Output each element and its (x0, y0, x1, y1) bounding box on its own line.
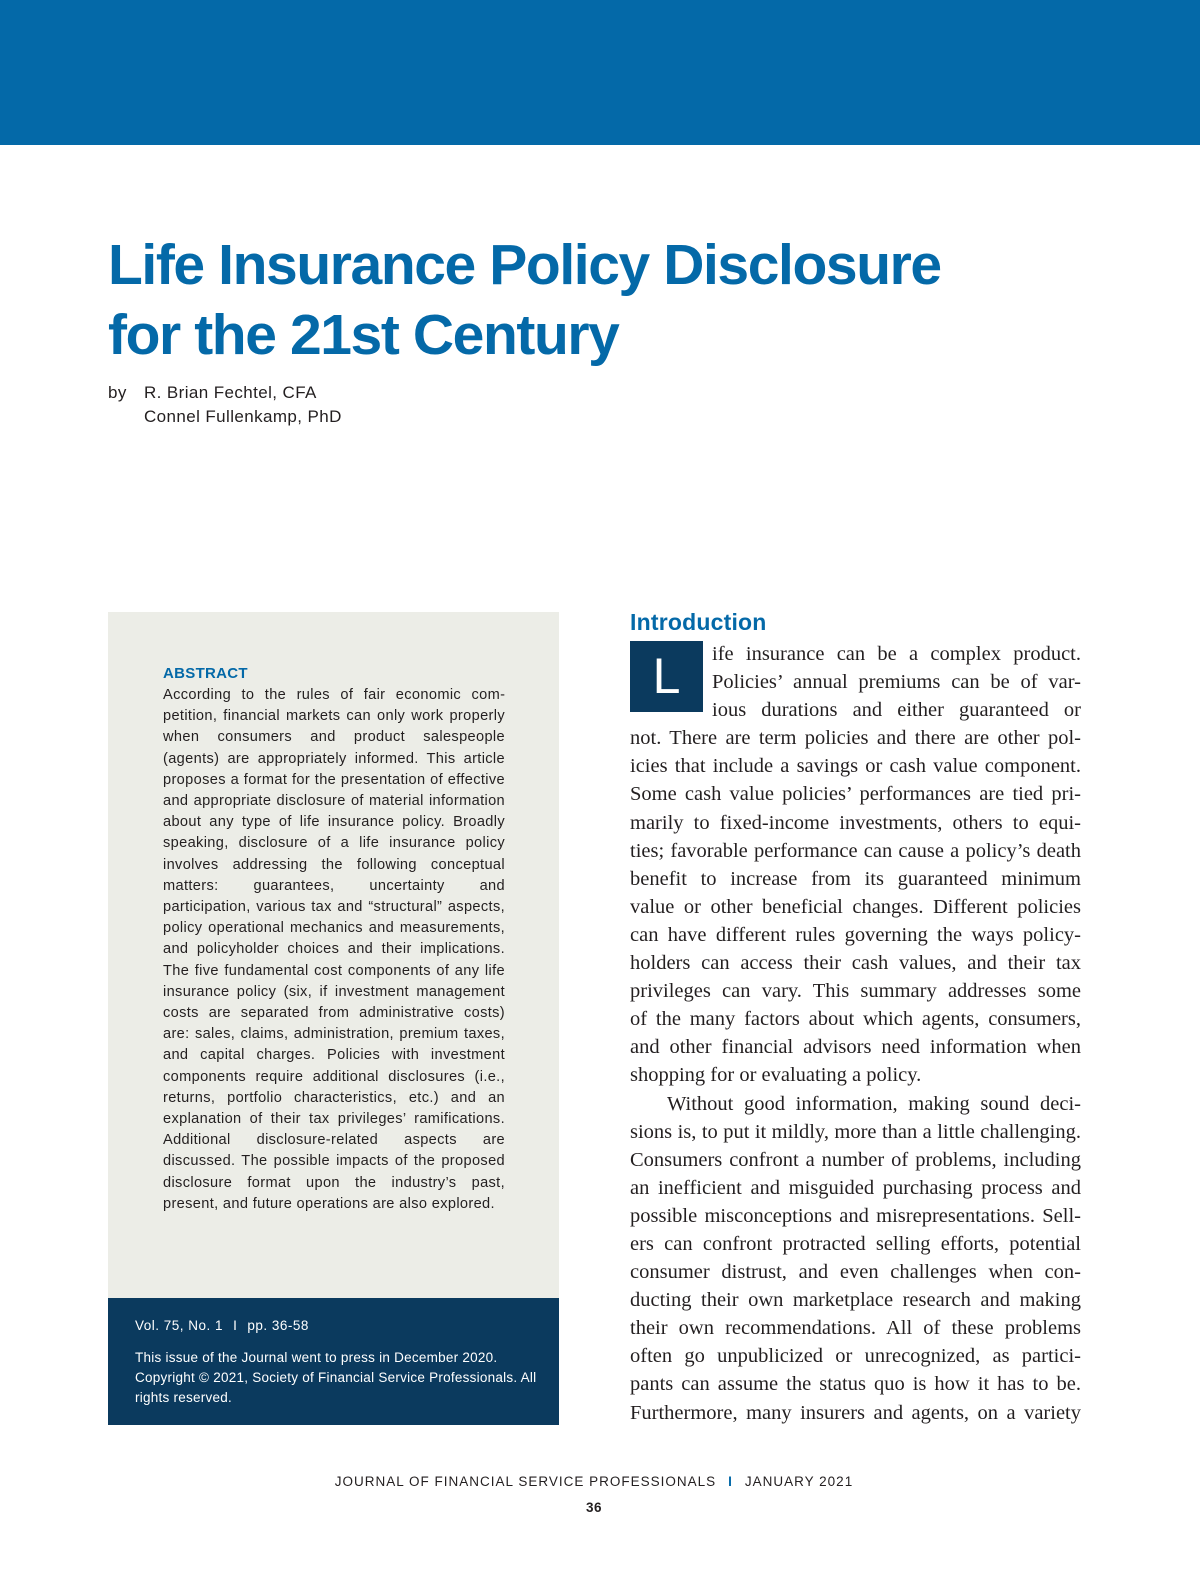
journal-name: JOURNAL OF FINANCIAL SERVICE PROFESSIONALS (334, 1474, 717, 1489)
abstract-text: According to the rules of fair economic competition, financial markets can only work properly when consumers and product salespeople (agents) are appropriately informed. This article proposes a format for the presentation of effective and appropriate disclosure of material information about any type of life insurance policy. Broadly speaking, disclosure of a life insurance policy involves addressing the following conceptual matters: guarantees, uncertainty and participation, various tax and “structural” aspects, policy operational mechanics and measurements, and policyholder choices and their implications. The five fundamental cost components of any life insurance policy (six, if investment management costs are separated from administrative costs) are: sales, claims, administration, premium taxes, and capital charges. Policies with investment components require additional disclosures (i.e., returns, portfolio characteristics, etc.) and an explanation of their tax privileges’ ramifications. Additional disclosure-related aspects are discussed. The possible impacts of the proposed disclosure format upon the industry’s past, present, and future operations are also explored. (163, 687, 505, 1212)
abstract-box (108, 612, 559, 1298)
body-line: Without good information, making sound deci- (667, 1092, 1081, 1115)
body-line: ties; favorable performance can cause a policy’s death (630, 839, 1081, 862)
body-line: marily to fixed-income investments, others to equi- (630, 811, 1081, 834)
body-line: ious durations and either guaranteed or (712, 699, 1081, 722)
body-line: often go unpublicized or unrecognized, as partici- (630, 1345, 1081, 1368)
article-title (108, 230, 1108, 370)
footer-separator: I (728, 1474, 733, 1489)
body-line: ife insurance can be a complex product. (712, 643, 1081, 665)
page-range: pp. 36-58 (247, 1318, 309, 1333)
body-line: benefit to increase from its guaranteed minimum (630, 867, 1081, 890)
footer-journal-line (0, 1474, 1188, 1489)
press-note: This issue of the Journal went to press in December 2020. Copyright © 2021, Society of Financial Service Professionals. All rights reserved. (135, 1350, 537, 1405)
page-number: 36 (585, 1500, 603, 1515)
author-name: R. Brian Fechtel, CFA (144, 383, 317, 402)
by-label: by (108, 383, 127, 402)
header-band (0, 0, 1200, 145)
body-line: their own recommendations. All of these problems (630, 1317, 1081, 1340)
body-line: pants can assume the status quo is how it has to be. (630, 1373, 1081, 1396)
body-line: Policies’ annual premiums can be of var- (712, 671, 1081, 694)
body-line: icies that include a savings or cash value component. (630, 755, 1081, 778)
body-line: Furthermore, many insurers and agents, on a variety (630, 1401, 1081, 1424)
body-line: sions is, to put it mildly, more than a little challenging. (630, 1120, 1081, 1143)
volume-line (135, 1318, 309, 1333)
body-line: Some cash value policies’ performances are tied pri- (630, 783, 1081, 806)
body-line: ducting their own marketplace research and making (630, 1289, 1081, 1312)
introduction-body (630, 640, 1081, 1427)
introduction-heading: Introduction (630, 609, 767, 635)
title-line-2: for the 21st Century (108, 303, 619, 367)
volume-separator: I (233, 1318, 238, 1333)
abstract-heading: ABSTRACT (163, 665, 248, 682)
body-line: not. There are term policies and there are other pol- (630, 727, 1081, 750)
drop-cap: L (630, 641, 703, 712)
body-line: can have different rules governing the ways policy- (630, 923, 1081, 946)
issue-date: JANUARY 2021 (744, 1474, 854, 1489)
author-name: Connel Fullenkamp, PhD (144, 407, 342, 426)
body-line: value or other beneficial changes. Different policies (630, 895, 1081, 918)
body-line: Consumers confront a number of problems, including (630, 1148, 1081, 1171)
title-line-1: Life Insurance Policy Disclosure (108, 233, 941, 297)
author-list (144, 381, 342, 429)
body-line: shopping for or evaluating a policy. (630, 1064, 922, 1087)
body-line: ers can confront protracted selling efforts, potential (630, 1232, 1081, 1255)
body-line: of the many factors about which agents, consumers, (630, 1008, 1081, 1031)
publication-info-box (108, 1298, 559, 1425)
body-line: possible misconceptions and misrepresentations. Sell- (630, 1204, 1081, 1227)
body-line: consumer distrust, and even challenges when con- (630, 1261, 1081, 1284)
body-line: holders can access their cash values, and their tax (630, 952, 1081, 975)
body-line: and other financial advisors need information when (630, 1036, 1081, 1059)
body-line: privileges can vary. This summary addresses some (630, 980, 1081, 1003)
body-line: an inefficient and misguided purchasing process and (630, 1176, 1081, 1199)
volume-number: Vol. 75, No. 1 (135, 1318, 224, 1333)
